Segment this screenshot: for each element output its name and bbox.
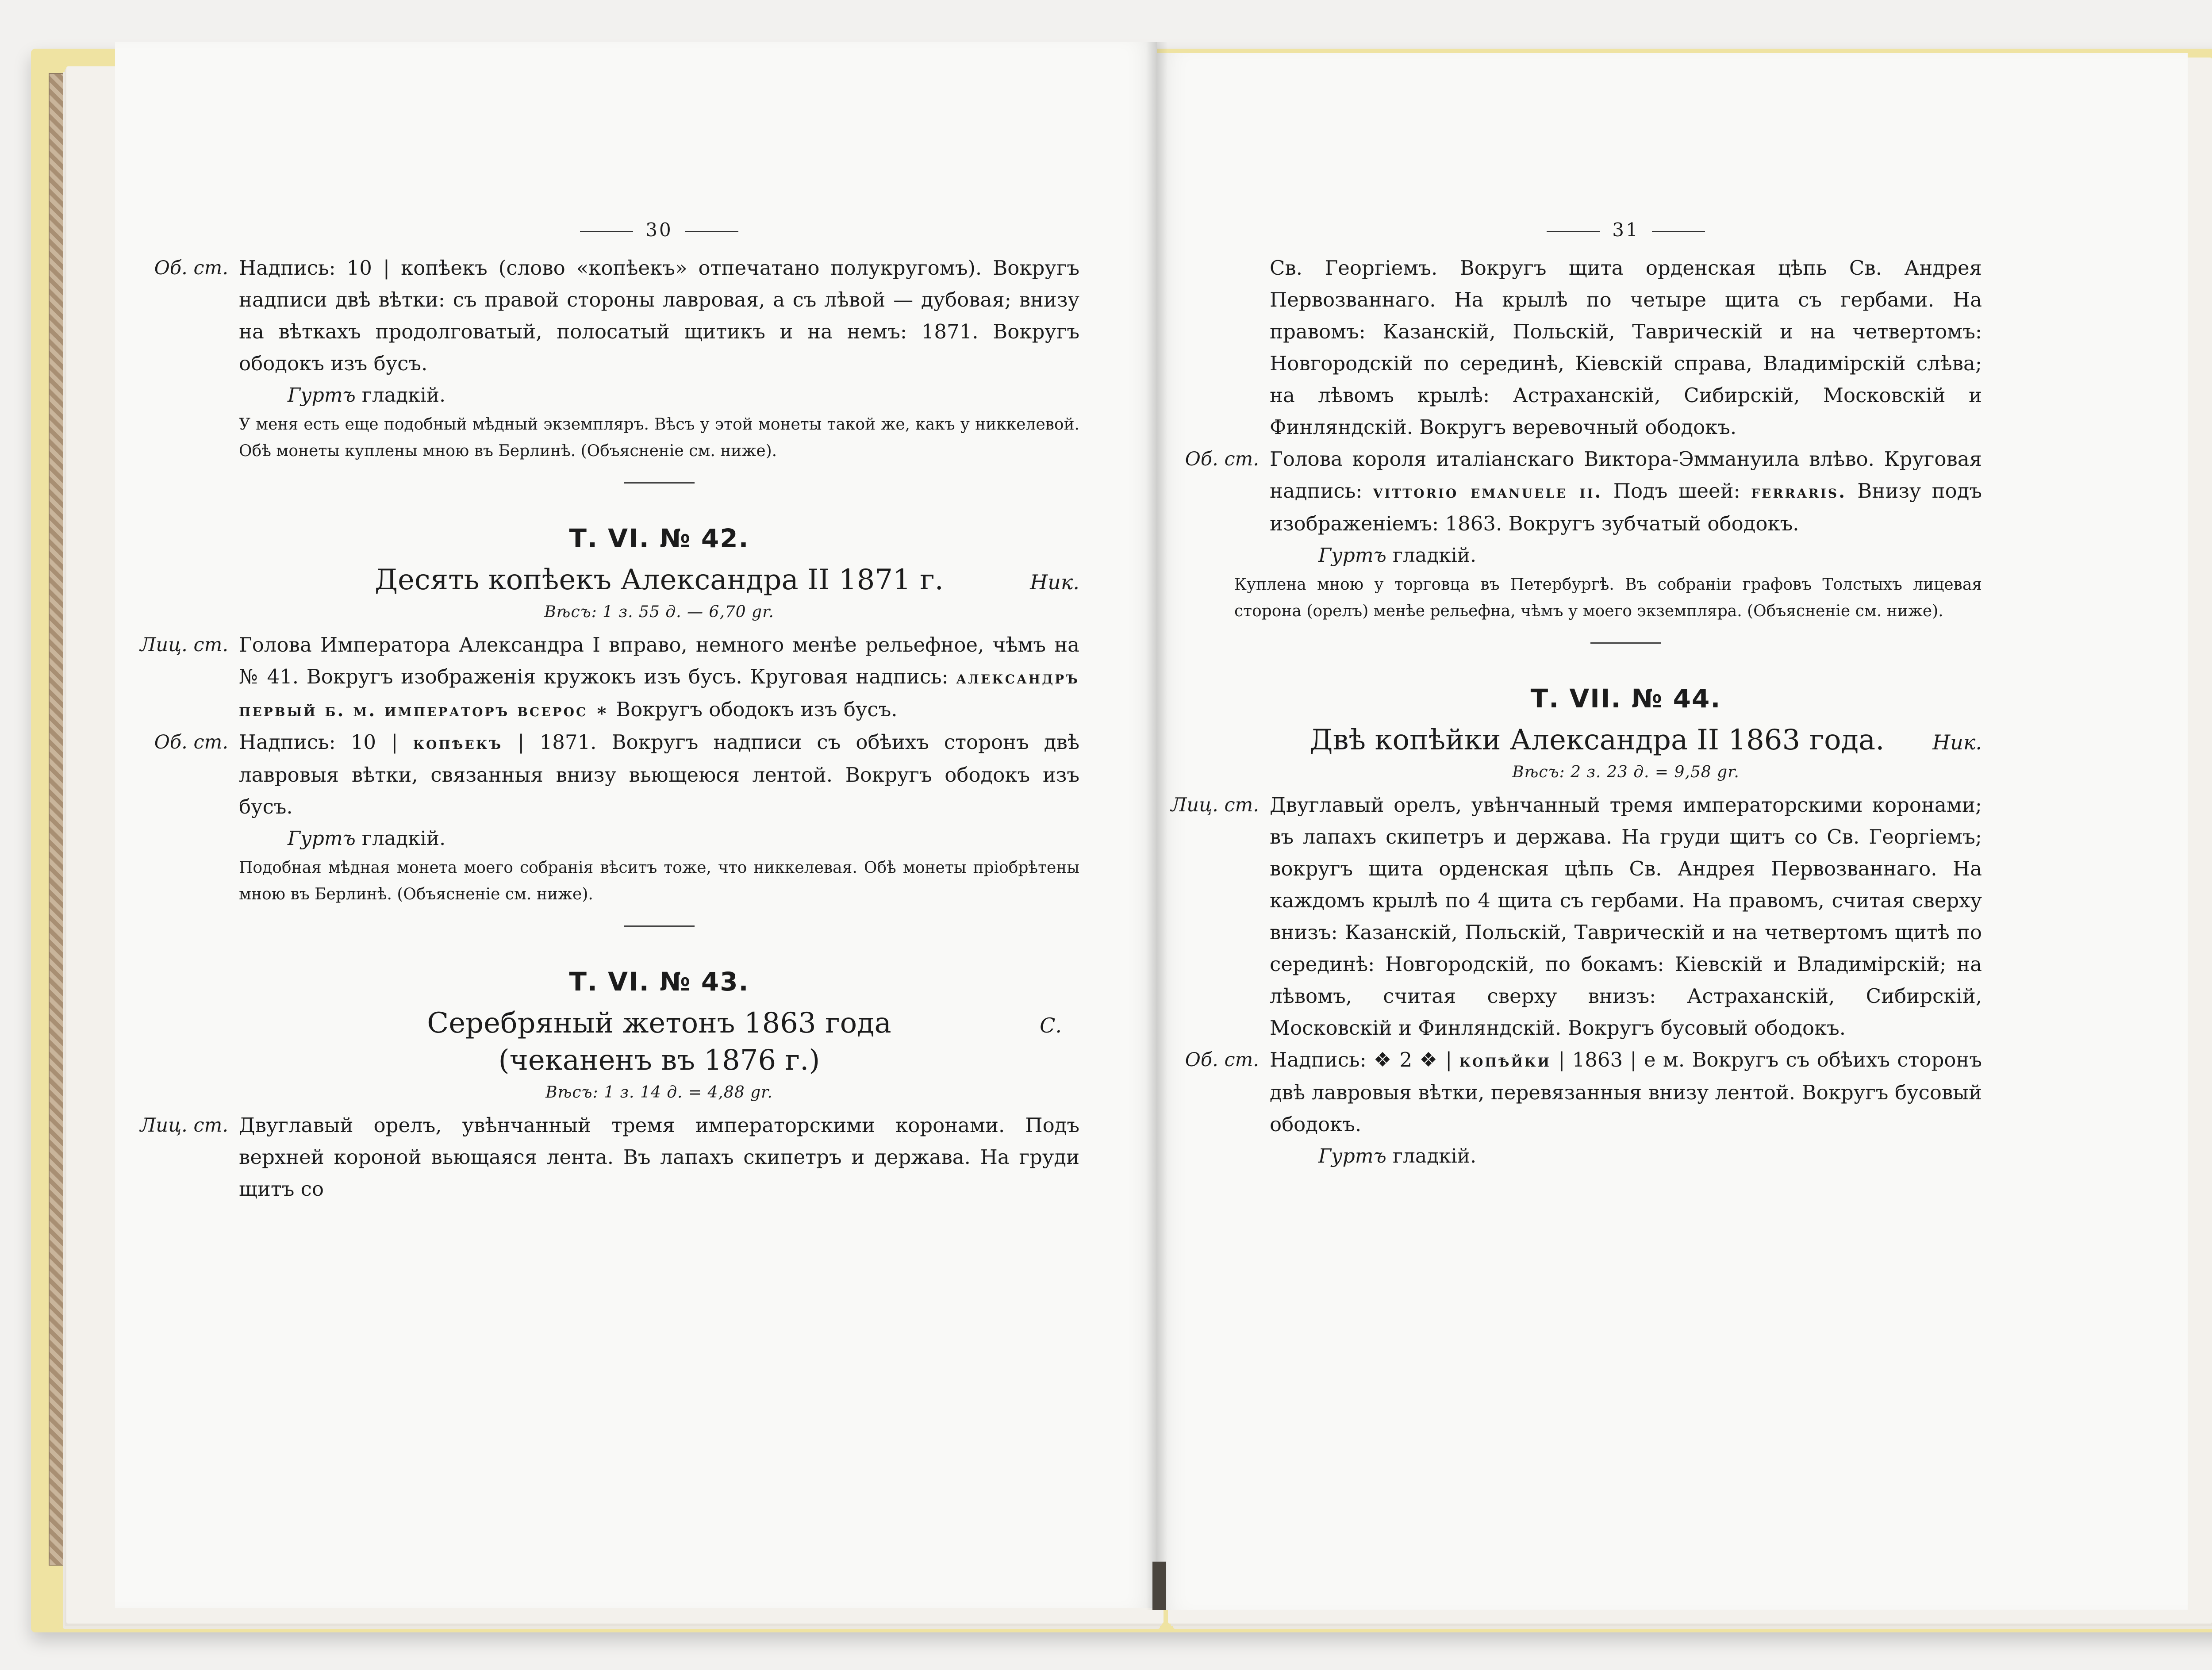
- coin-legend: александръ первый б. м. императоръ всерос ∗: [239, 667, 1079, 721]
- plate-heading-44: Т. VII. № 44.: [1530, 683, 1721, 714]
- page-number-left: 30: [239, 208, 1079, 252]
- collector-note: У меня есть еще подобный мѣдный экземпляръ. Вѣсъ у этой монеты такой же, какъ у никкелевой. Обѣ монеты куплены мною въ Берлинѣ. (Объясненіе см. ниже).: [239, 415, 1079, 460]
- side-label: Лиц. ст.: [1171, 794, 1259, 816]
- book-gutter: [1146, 42, 1168, 1610]
- edge-line: Гуртъ гладкій.: [288, 827, 446, 850]
- weight-line: Вѣсъ: 2 з. 23 д. = 9,58 gr.: [1512, 763, 1740, 781]
- plate-heading-42: Т. VI. № 42.: [569, 523, 749, 553]
- coin-legend: копѣйки: [1459, 1050, 1551, 1071]
- side-label: Об. ст.: [1185, 448, 1259, 470]
- entry-42-obverse: Лиц. ст. Голова Императора Александра I вправо, немного менѣе рельефное, чѣмъ на № 41. Вокругъ изображенія кружокъ изъ бусъ. Круговая надпись: александръ первый б. м. императоръ всерос ∗ Вокругъ ободокъ изъ бусъ.: [239, 629, 1079, 726]
- plate-heading-43: Т. VI. № 43.: [569, 967, 749, 997]
- collector-note: Куплена мною у торговца въ Петербургѣ. Въ собраніи графовъ Толстыхъ лицевая сторона (орелъ) менѣе рельефна, чѣмъ у моего экземпляра. (Объясненіе см. ниже).: [1234, 576, 1982, 620]
- title-row-43: [239, 1005, 1079, 1079]
- side-label: Лиц. ст.: [140, 634, 228, 656]
- metal-label: С.: [1040, 1014, 1062, 1037]
- edge-line: Гуртъ гладкій.: [1318, 1145, 1477, 1167]
- side-label: Об. ст.: [154, 257, 228, 279]
- section-divider: [624, 482, 695, 484]
- coin-title-42: Десять копѣекъ Александра II 1871 г.: [375, 564, 944, 596]
- edge-label: Гуртъ: [288, 827, 356, 850]
- section-divider: [624, 925, 695, 927]
- weight-line: Вѣсъ: 1 з. 55 д. — 6,70 gr.: [544, 603, 774, 621]
- entry-43-obverse-continued: Св. Георгіемъ. Вокругъ щита орденская цѣпь Св. Андрея Первозваннаго. На крылѣ по четыре щита съ гербами. На правомъ: Казанскій, Польскій, Таврическій и на четвертомъ: Новгородскій по серединѣ, Кіевскій справа, Владимірскій слѣва; на лѣвомъ крылѣ: Астраханскій, Сибирскій, Московскій и Финляндскій. Вокругъ веревочный ободокъ.: [1270, 256, 1982, 439]
- entry-43-obverse: Лиц. ст. Двуглавый орелъ, увѣнчанный тремя императорскими коронами. Подъ верхней короной вьющаяся лента. Въ лапахъ скипетръ и держава. На груди щитъ со: [239, 1109, 1079, 1205]
- spine-strip: [1152, 1562, 1166, 1610]
- section-divider: [1590, 642, 1661, 644]
- weight-line: Вѣсъ: 1 з. 14 д. = 4,88 gr.: [545, 1083, 773, 1102]
- cover-edge-left: [49, 73, 65, 1566]
- metal-label: Ник.: [1030, 570, 1079, 594]
- entry-44-obverse: Лиц. ст. Двуглавый орелъ, увѣнчанный тремя императорскими коронами; въ лапахъ скипетръ и держава. На груди щитъ со Св. Георгіемъ; вокругъ щита орденская цѣпь Св. Андрея Первозваннаго. На каждомъ крылѣ по 4 щита съ гербами. На правомъ, считая сверху внизъ: Казанскій, Польскій, Таврическій и на четвертомъ щитѣ по серединѣ: Новгородскій, по бокамъ: Кіевскій и Владимірскій; на лѣвомъ, считая сверху внизъ: Астраханскій, Сибирскій, Московскій и Финляндскій. Вокругъ бусовый ободокъ.: [1270, 789, 1982, 1044]
- entry-42-reverse-continued: [154, 252, 1079, 380]
- page-number-right: 31: [1270, 208, 1982, 252]
- entry-42-reverse: Об. ст. Надпись: 10 | копѣекъ | 1871. Вокругъ надписи съ обѣихъ сторонъ двѣ лавровыя вѣтки, связанныя внизу вьющеюся лентой. Вокругъ ободокъ изъ бусъ.: [239, 726, 1079, 823]
- edge-label: Гуртъ: [288, 384, 356, 407]
- edge-label: Гуртъ: [1318, 1145, 1386, 1167]
- edge-line: Гуртъ гладкій.: [288, 384, 446, 407]
- side-label: Лиц. ст.: [140, 1114, 228, 1136]
- metal-label: Ник.: [1932, 730, 1982, 754]
- side-label: Об. ст.: [154, 731, 228, 753]
- entry-text: Надпись: 10 | копѣекъ (слово «копѣекъ» отпечатано полукругомъ). Вокругъ надписи двѣ вѣтки: съ правой стороны лавровая, а съ лѣвой — дубовая; внизу на вѣткахъ продолговатый, полосатый щитикъ и на немъ: 1871. Вокругъ ободокъ изъ бусъ.: [239, 256, 1079, 375]
- coin-legend: копѣекъ: [413, 733, 503, 753]
- coin-title-44: Двѣ копѣйки Александра II 1863 года.: [1310, 724, 1885, 756]
- entry-44-reverse: Об. ст. Надпись: ❖ 2 ❖ | копѣйки | 1863 | е м. Вокругъ съ обѣихъ сторонъ двѣ лавровыя вѣтки, перевязанныя внизу лентой. Вокругъ бусовый ободокъ.: [1270, 1044, 1982, 1140]
- coin-title-43: Серебряный жетонъ 1863 года (чеканенъ въ 1876 г.): [427, 1007, 891, 1077]
- left-page-text: [140, 208, 1079, 1205]
- edge-label: Гуртъ: [1318, 544, 1386, 567]
- collector-note: Подобная мѣдная монета моего собранія вѣситъ тоже, что никкелевая. Обѣ монеты пріобрѣтены мною въ Берлинѣ. (Объясненіе см. ниже).: [239, 859, 1079, 903]
- side-label: Об. ст.: [1185, 1049, 1259, 1071]
- title-row-44: [1270, 722, 1982, 759]
- title-row-42: [239, 561, 1079, 599]
- edge-line: Гуртъ гладкій.: [1318, 544, 1477, 567]
- entry-43-reverse: Об. ст. Голова короля италіанскаго Виктора-Эммануила влѣво. Круговая надпись: vittorio emanuele ii. Подъ шеей: ferraris. Внизу подъ изображеніемъ: 1863. Вокругъ зубчатый ободокъ.: [1270, 443, 1982, 540]
- coin-legend: ferraris.: [1751, 481, 1847, 502]
- right-page-text: [1171, 208, 1982, 1172]
- coin-legend: vittorio emanuele ii.: [1373, 481, 1603, 502]
